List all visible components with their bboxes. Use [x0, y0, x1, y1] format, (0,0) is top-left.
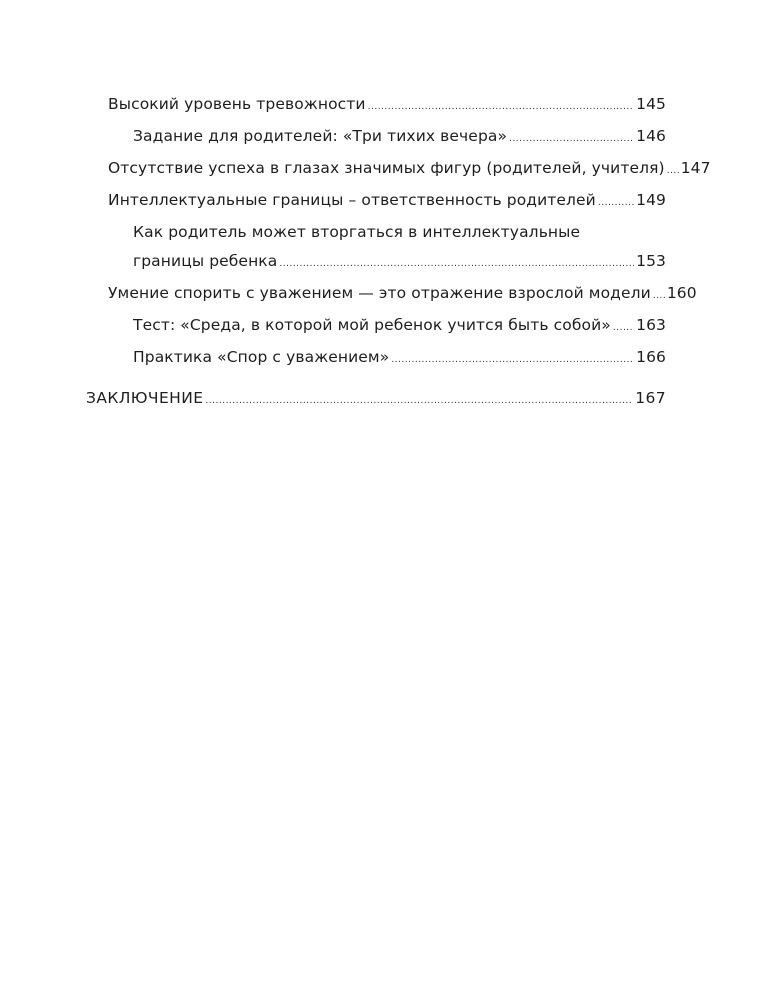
dot-leader [613, 314, 634, 343]
dot-leader [653, 282, 665, 311]
toc-entry-title: Высокий уровень тревожности [108, 95, 366, 113]
toc-entry [86, 311, 666, 343]
dot-leader [509, 125, 634, 154]
toc-entry [86, 122, 666, 154]
toc-entry-page: 153 [636, 252, 666, 270]
dot-leader [205, 387, 633, 416]
toc-entry-title: Интеллектуальные границы – ответственность родителей [108, 191, 596, 209]
toc-entry-chapter [86, 384, 666, 416]
toc-entry-title-line1: Как родитель может вторгаться в интеллектуальные [133, 223, 581, 241]
table-of-contents [86, 90, 711, 416]
toc-entry-title: Отсутствие успеха в глазах значимых фигур (родителей, учителя) [108, 159, 665, 177]
toc-entry-title: Практика «Спор с уважением» [133, 348, 390, 366]
toc-entry [86, 90, 666, 122]
toc-entry-page: 145 [636, 95, 666, 113]
toc-entry-page: 149 [636, 191, 666, 209]
toc-entry-title: Задание для родителей: «Три тихих вечера» [133, 127, 508, 145]
toc-entry-page: 167 [635, 389, 666, 407]
toc-entry-page: 160 [666, 284, 697, 302]
dot-leader [279, 250, 634, 279]
toc-entry-title-line2: границы ребенка [133, 252, 278, 270]
toc-entry-title: ЗАКЛЮЧЕНИЕ [86, 389, 204, 407]
toc-entry-page: 147 [680, 159, 711, 177]
toc-entry-page: 146 [636, 127, 666, 145]
toc-entry-title: Тест: «Среда, в которой мой ребенок учится быть собой» [133, 316, 611, 334]
dot-leader [598, 189, 634, 218]
toc-entry-page: 166 [636, 348, 666, 366]
dot-leader [391, 346, 634, 375]
dot-leader [368, 93, 635, 122]
toc-entry [86, 154, 711, 186]
toc-entry-title: Умение спорить с уважением — это отражение взрослой модели [108, 284, 651, 302]
toc-entry-page: 163 [636, 316, 666, 334]
toc-entry [86, 218, 666, 279]
dot-leader [667, 157, 679, 186]
toc-entry [86, 279, 697, 311]
toc-entry [86, 186, 666, 218]
toc-entry [86, 343, 666, 375]
